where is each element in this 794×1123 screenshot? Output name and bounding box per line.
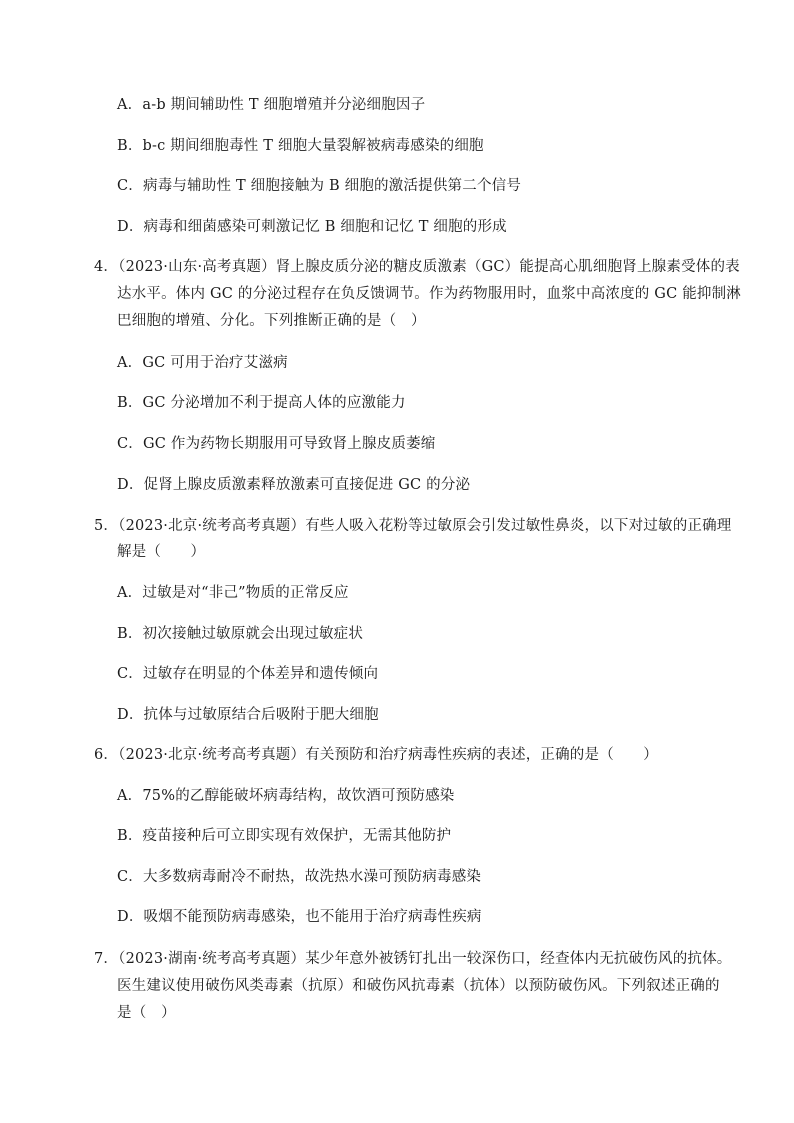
q6-option-c: C．大多数病毒耐冷不耐热，故洗热水澡可预防病毒感染 xyxy=(117,869,482,885)
q7-stem-line-1: 7．（2023·湖南·统考高考真题）某少年意外被锈钉扎出一较深伤口，经查体内无抗破伤风的抗体。 xyxy=(94,951,732,967)
q5-stem-line-1: 5．（2023·北京·统考高考真题）有些人吸入花粉等过敏原会引发过敏性鼻炎，以下对过敏的正确理 xyxy=(94,518,732,534)
q4-option-d: D．促肾上腺皮质激素释放激素可直接促进 GC 的分泌 xyxy=(117,477,471,493)
q7-stem-line-3: 是（ ） xyxy=(117,1005,176,1021)
q4-stem-line-1: 4．（2023·山东·高考真题）肾上腺皮质分泌的糖皮质激素（GC）能提高心肌细胞肾上腺素受体的表 xyxy=(94,259,740,275)
q5-option-c: C．过敏存在明显的个体差异和遗传倾向 xyxy=(117,666,379,682)
q7-stem-line-2: 医生建议使用破伤风类毒素（抗原）和破伤风抗毒素（抗体）以预防破伤风。下列叙述正确的 xyxy=(117,978,720,994)
q6-option-d: D．吸烟不能预防病毒感染，也不能用于治疗病毒性疾病 xyxy=(117,909,482,925)
q5-option-d: D．抗体与过敏原结合后吸附于肥大细胞 xyxy=(117,707,379,723)
q4-option-a: A．GC 可用于治疗艾滋病 xyxy=(117,355,288,371)
q5-stem-line-2: 解是（ ） xyxy=(117,544,206,560)
q3-option-a: A．a-b 期间辅助性 T 细胞增殖并分泌细胞因子 xyxy=(117,97,426,113)
q4-stem-line-2: 达水平。体内 GC 的分泌过程存在负反馈调节。作为药物服用时，血浆中高浓度的 GC 能抑制淋 xyxy=(117,286,741,302)
q4-stem-line-3: 巴细胞的增殖、分化。下列推断正确的是（ ） xyxy=(117,313,426,329)
q5-option-a: A．过敏是对“非己”物质的正常反应 xyxy=(117,585,349,601)
q3-option-c: C．病毒与辅助性 T 细胞接触为 B 细胞的激活提供第二个信号 xyxy=(117,178,522,194)
q4-option-c: C．GC 作为药物长期服用可导致肾上腺皮质萎缩 xyxy=(117,436,436,452)
q3-option-d: D．病毒和细菌感染可刺激记忆 B 细胞和记忆 T 细胞的形成 xyxy=(117,219,507,235)
q5-option-b: B．初次接触过敏原就会出现过敏症状 xyxy=(117,626,364,642)
q4-option-b: B．GC 分泌增加不利于提高人体的应激能力 xyxy=(117,395,406,411)
q6-stem-line-1: 6．（2023·北京·统考高考真题）有关预防和治疗病毒性疾病的表述，正确的是（ ） xyxy=(94,747,658,763)
q6-option-a: A．75%的乙醇能破坏病毒结构，故饮酒可预防感染 xyxy=(117,788,455,804)
q6-option-b: B．疫苗接种后可立即实现有效保护，无需其他防护 xyxy=(117,828,452,844)
q3-option-b: B．b-c 期间细胞毒性 T 细胞大量裂解被病毒感染的细胞 xyxy=(117,138,484,154)
